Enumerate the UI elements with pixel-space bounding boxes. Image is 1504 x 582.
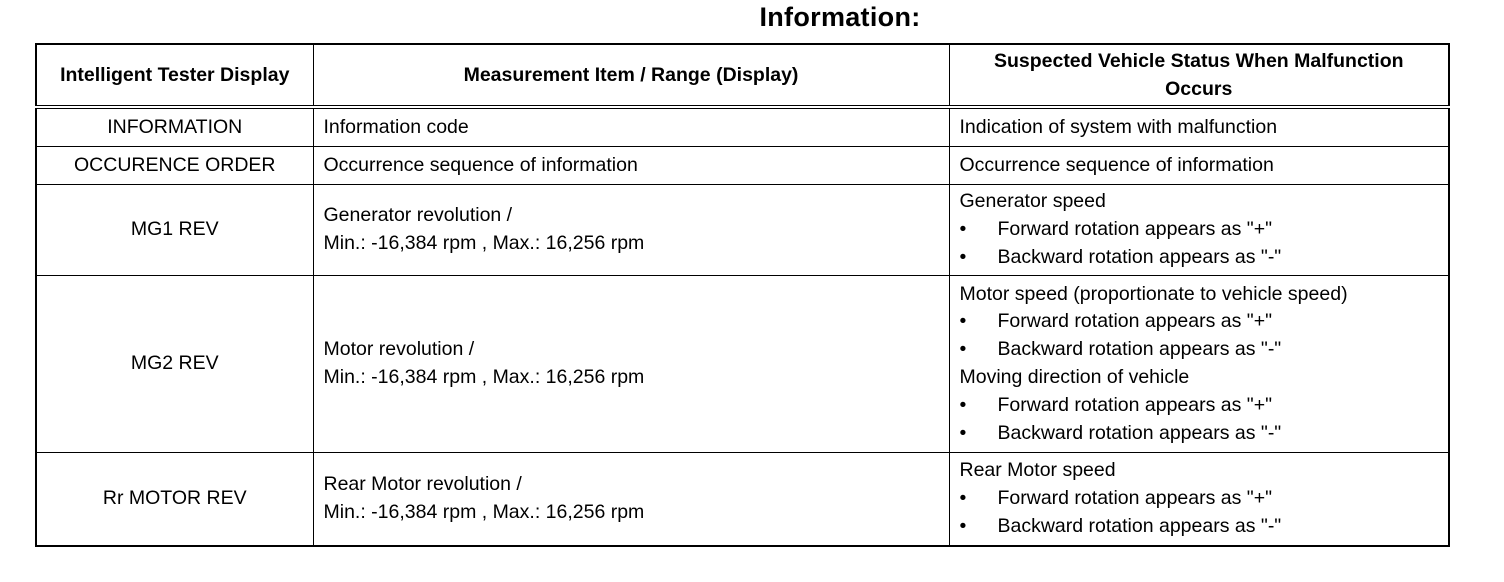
bullet-item: [960, 308, 1439, 336]
status-text: Moving direction of vehicle: [959, 366, 1190, 388]
bullet-icon: •: [959, 245, 967, 268]
measurement-line: Occurrence sequence of information: [323, 153, 638, 176]
bullet-text: Backward rotation appears as "-": [997, 421, 1282, 444]
status-cell: [949, 453, 1449, 547]
status-text: Occurrence sequence of information: [959, 153, 1274, 176]
header-suspected-status: Suspected Vehicle Status When Malfunction Occurs: [949, 44, 1449, 107]
bullet-icon: •: [959, 338, 967, 361]
bullet-list: [960, 216, 1439, 272]
measurement-line: Motor revolution /: [323, 338, 475, 361]
measurement-cell: [313, 147, 949, 185]
status-text: Rear Motor speed: [959, 459, 1116, 482]
table-header-row: [36, 44, 1449, 107]
status-cell: [949, 276, 1449, 453]
status-text: Motor speed (proportionate to vehicle speed): [959, 282, 1348, 305]
bullet-text: Forward rotation appears as "+": [997, 393, 1273, 416]
bullet-item: [960, 216, 1439, 244]
bullet-text: Backward rotation appears as "-": [997, 514, 1282, 537]
bullet-list: [960, 308, 1439, 364]
bullet-icon: •: [959, 218, 967, 241]
table-row: [36, 107, 1449, 147]
measurement-cell: [313, 185, 949, 276]
tester-display-cell: Rr MOTOR REV: [36, 453, 313, 547]
bullet-item: [960, 392, 1439, 420]
measurement-cell: [313, 276, 949, 453]
tester-display-cell: OCCURENCE ORDER: [36, 147, 313, 185]
measurement-cell: [313, 453, 949, 547]
bullet-text: Forward rotation appears as "+": [997, 487, 1273, 510]
header-tester-display: Intelligent Tester Display: [36, 44, 313, 107]
measurement-range-line: Min.: -16,384 rpm , Max.: 16,256 rpm: [323, 232, 645, 254]
bullet-icon: •: [959, 310, 967, 333]
measurement-range-line: Min.: -16,384 rpm , Max.: 16,256 rpm: [323, 501, 645, 523]
measurement-range-line: Min.: -16,384 rpm , Max.: 16,256 rpm: [323, 366, 645, 388]
measurement-cell: [313, 107, 949, 147]
tester-display-cell: MG1 REV: [36, 185, 313, 276]
table-row: [36, 147, 1449, 185]
status-text: Indication of system with malfunction: [959, 115, 1278, 138]
bullet-item: [960, 244, 1439, 272]
bullet-text: Backward rotation appears as "-": [997, 338, 1282, 361]
bullet-item: [960, 485, 1439, 513]
measurement-line: Generator revolution /: [323, 204, 513, 227]
page-title: Information:: [759, 2, 921, 32]
status-cell: [949, 147, 1449, 185]
bullet-text: Backward rotation appears as "-": [997, 245, 1282, 268]
bullet-icon: •: [959, 393, 967, 416]
bullet-item: [960, 513, 1439, 541]
bullet-icon: •: [959, 421, 967, 444]
bullet-text: Forward rotation appears as "+": [997, 310, 1273, 333]
header-measurement-item: Measurement Item / Range (Display): [313, 44, 949, 107]
status-cell: [949, 107, 1449, 147]
bullet-item: [960, 420, 1439, 448]
status-cell: [949, 185, 1449, 276]
bullet-text: Forward rotation appears as "+": [997, 218, 1273, 241]
bullet-list: [960, 392, 1439, 448]
bullet-list: [960, 485, 1439, 541]
measurement-line: Information code: [323, 115, 469, 138]
table-row: [36, 185, 1449, 276]
status-text: Generator speed: [959, 190, 1106, 213]
information-table: [35, 43, 1450, 547]
measurement-line: Rear Motor revolution /: [323, 473, 522, 496]
table-row: [36, 453, 1449, 547]
bullet-icon: •: [959, 487, 967, 510]
bullet-icon: •: [959, 514, 967, 537]
tester-display-cell: MG2 REV: [36, 276, 313, 453]
table-row: [36, 276, 1449, 453]
tester-display-cell: INFORMATION: [36, 107, 313, 147]
bullet-item: [960, 336, 1439, 364]
